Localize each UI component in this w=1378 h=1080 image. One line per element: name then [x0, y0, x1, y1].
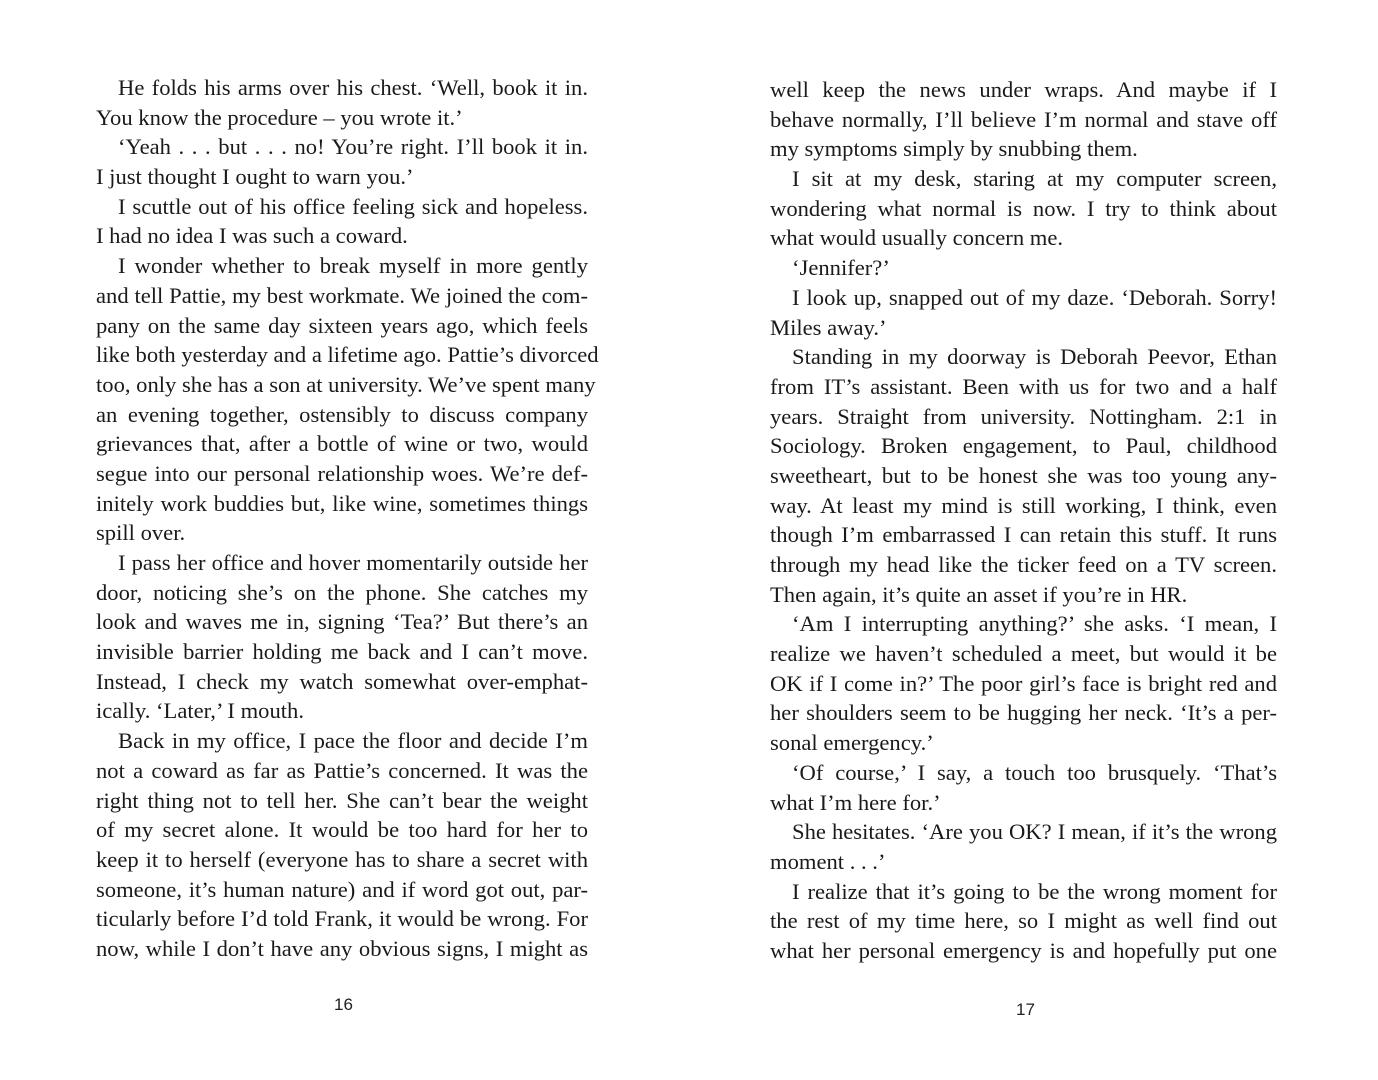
text-line: years. Straight from university. Nottingham. 2:1 in	[770, 403, 1277, 429]
text-line: keep it to herself (everyone has to share a secret with	[96, 846, 588, 872]
text-line: sweetheart, but to be honest she was too young any-	[770, 462, 1277, 488]
text-line: too, only she has a son at university. We’ve spent many	[96, 371, 596, 397]
text-line: I look up, snapped out of my daze. ‘Deborah. Sorry!	[792, 284, 1277, 310]
text-line: Sociology. Broken engagement, to Paul, childhood	[770, 433, 1277, 459]
text-line: ‘Jennifer?’	[792, 255, 890, 281]
text-line: way. At least my mind is still working, I think, even	[770, 492, 1277, 518]
text-line: OK if I come in?’ The poor girl’s face is bright red and	[770, 670, 1277, 696]
text-line: I sit at my desk, staring at my computer screen,	[792, 166, 1277, 192]
text-line: Miles away.’	[770, 314, 887, 340]
text-line: what her personal emergency is and hopefully put one	[770, 937, 1277, 963]
text-line: Instead, I check my watch somewhat over-emphat-	[96, 668, 588, 694]
text-line: like both yesterday and a lifetime ago. Pattie’s divorced	[96, 342, 599, 368]
text-line: ticularly before I’d told Frank, it would be wrong. For	[96, 906, 588, 932]
text-line: initely work buddies but, like wine, sometimes things	[96, 490, 588, 516]
text-line: ically. ‘Later,’ I mouth.	[96, 698, 304, 724]
text-line: ‘Am I interrupting anything?’ she asks. ‘I mean, I	[792, 611, 1277, 637]
text-line: from IT’s assistant. Been with us for two and a half	[770, 373, 1277, 399]
left-page-number: 16	[334, 995, 353, 1014]
text-line: and tell Pattie, my best workmate. We joined the com-	[96, 282, 588, 308]
text-line: wondering what normal is now. I try to think about	[770, 195, 1277, 221]
text-line: invisible barrier holding me back and I can’t move.	[96, 639, 588, 665]
text-line: I scuttle out of his office feeling sick and hopeless.	[118, 193, 588, 219]
text-line: You know the procedure – you wrote it.’	[96, 104, 463, 130]
text-line: segue into our personal relationship woes. We’re def-	[96, 460, 588, 486]
text-line: ‘Yeah . . . but . . . no! You’re right. I’ll book it in.	[118, 134, 588, 160]
text-line: I realize that it’s going to be the wrong moment for	[792, 878, 1277, 904]
text-line: though I’m embarrassed I can retain this stuff. It runs	[770, 522, 1277, 548]
text-line: behave normally, I’ll believe I’m normal and stave off	[770, 106, 1277, 132]
text-line: I pass her office and hover momentarily outside her	[118, 550, 588, 575]
text-line: She hesitates. ‘Are you OK? I mean, if it’s the wrong	[792, 819, 1277, 845]
text-line: door, noticing she’s on the phone. She catches my	[96, 579, 588, 605]
text-line: He folds his arms over his chest. ‘Well, book it in.	[118, 75, 588, 100]
text-line: Then again, it’s quite an asset if you’re in HR.	[770, 581, 1188, 607]
text-line: spill over.	[96, 520, 186, 546]
text-line: right thing not to tell her. She can’t bear the weight	[96, 787, 588, 813]
text-line: ‘Of course,’ I say, a touch too brusquely. ‘That’s	[792, 759, 1277, 785]
text-line: an evening together, ostensibly to discuss company	[96, 401, 588, 427]
text-line: her shoulders seem to be hugging her neck. ‘It’s a per-	[770, 700, 1277, 726]
text-line: realize we haven’t scheduled a meet, but would it be	[770, 641, 1277, 667]
text-line: not a coward as far as Pattie’s concerned. It was the	[96, 757, 588, 783]
text-line: of my secret alone. It would be too hard for her to	[96, 817, 588, 843]
right-page-number: 17	[1016, 1000, 1035, 1019]
text-line: through my head like the ticker feed on a TV screen.	[770, 552, 1277, 577]
text-line: Standing in my doorway is Deborah Peevor, Ethan	[792, 344, 1277, 370]
text-line: look and waves me in, signing ‘Tea?’ But there’s an	[96, 609, 588, 635]
right-page-text	[770, 75, 1277, 966]
text-line: someone, it’s human nature) and if word got out, par-	[96, 876, 588, 902]
text-line: now, while I don’t have any obvious signs, I might as	[96, 935, 588, 961]
text-line: grievances that, after a bottle of wine or two, would	[96, 431, 588, 457]
text-line: my symptoms simply by snubbing them.	[770, 136, 1138, 162]
text-line: moment . . .’	[770, 848, 886, 874]
left-page-text	[96, 73, 599, 964]
text-line: I just thought I ought to warn you.’	[96, 164, 414, 190]
text-line: Back in my office, I pace the floor and decide I’m	[118, 728, 588, 754]
text-line: what I’m here for.’	[770, 789, 941, 815]
text-line: sonal emergency.’	[770, 730, 934, 756]
text-line: pany on the same day sixteen years ago, which feels	[96, 312, 588, 338]
text-line: what would usually concern me.	[770, 225, 1064, 251]
text-line: well keep the news under wraps. And maybe if I	[770, 77, 1277, 102]
text-line: the rest of my time here, so I might as well find out	[770, 908, 1277, 934]
text-line: I had no idea I was such a coward.	[96, 223, 408, 249]
text-line: I wonder whether to break myself in more gently	[118, 253, 588, 279]
